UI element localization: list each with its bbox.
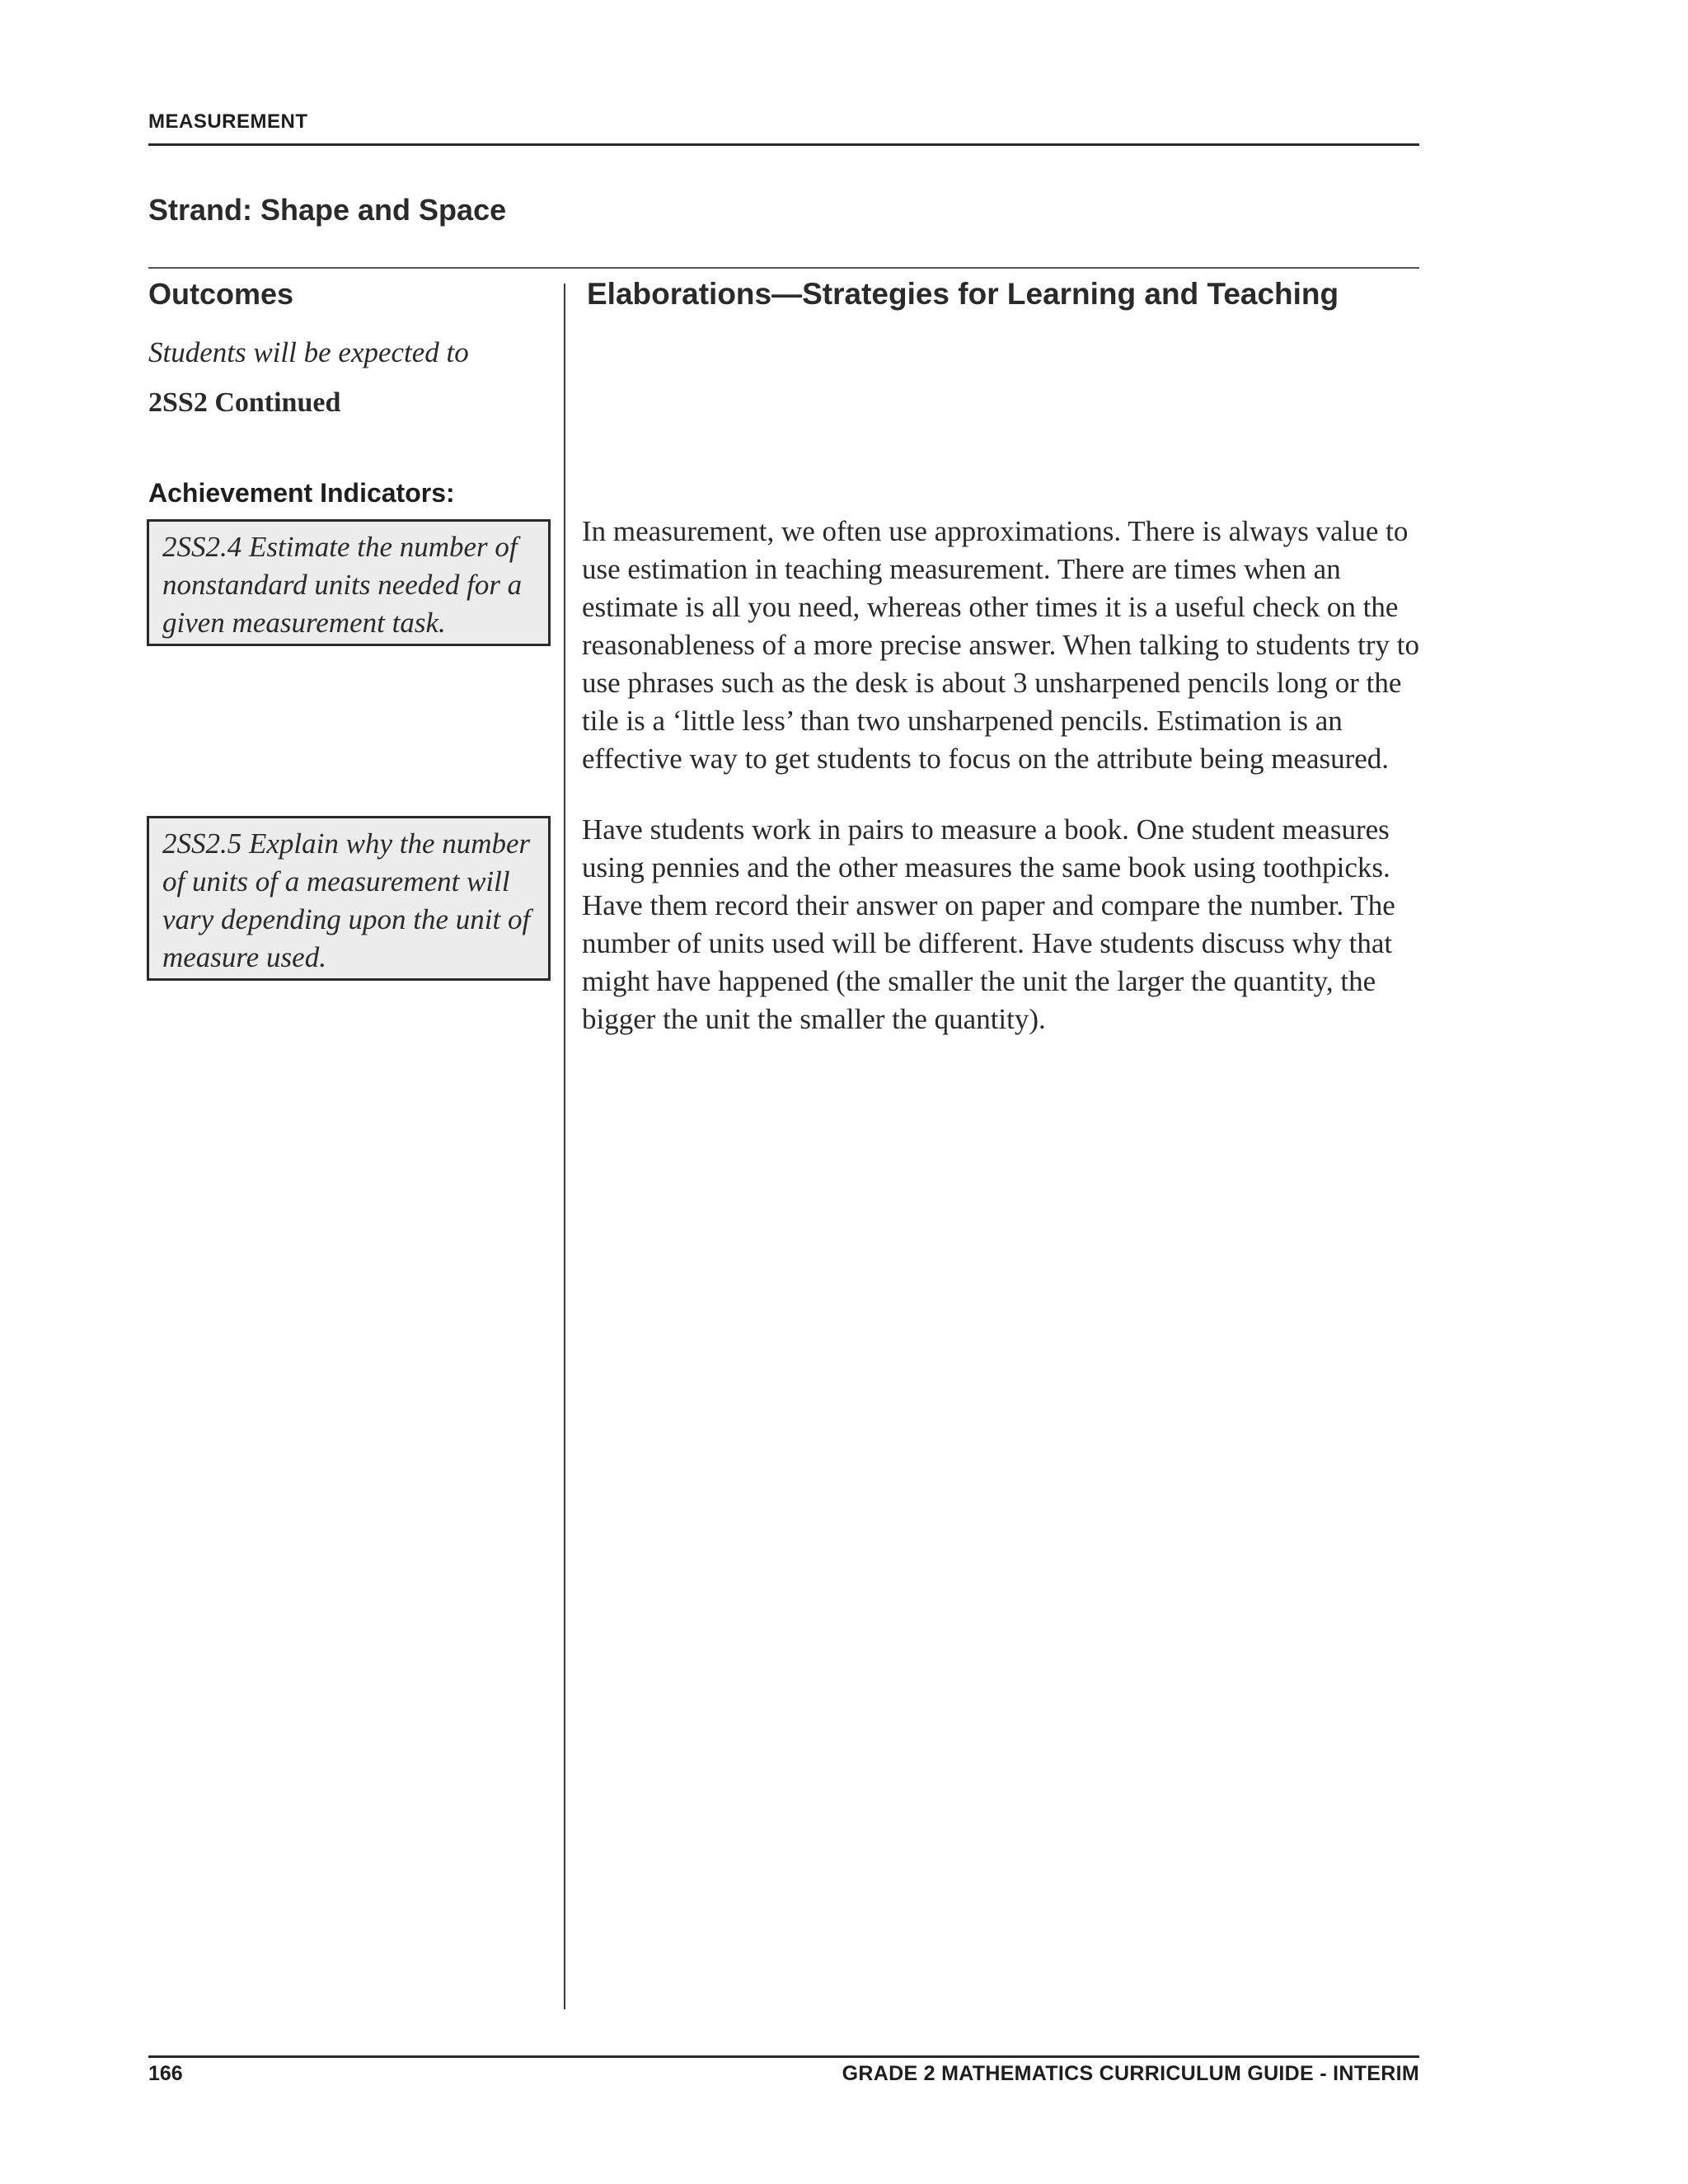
footer-rule [148,2055,1419,2058]
elaborations-heading: Elaborations—Strategies for Learning and Teaching [587,277,1339,311]
elaboration-paragraph-pairs-activity: Have students work in pairs to measure a book. One student measures using pennies and the other measures the same book using toothpicks. Have them record their answer on paper and compare the number. The number of units used will be different. Have students discuss why that might have happened (the smaller the unit the larger the quantity, the bigger the unit the smaller the quantity). [582,813,1395,1035]
elaboration-paragraph-estimation: In measurement, we often use approximations. There is always value to use estimation in teaching measurement. There are times when an estimate is all you need, whereas other times it is a useful check on the reasonableness of a more precise answer. When talking to students try to use phrases such as the desk is about 3 unsharpened pencils long or the tile is a ‘little less’ than two unsharpened pencils. Estimation is an effective way to get students to focus on the attribute being measured. [582,515,1420,775]
achievement-indicators-heading: Achievement Indicators: [148,478,455,508]
section-rule [148,267,1419,269]
outcome-continued-label: 2SS2 Continued [148,387,341,418]
running-head: MEASUREMENT [148,110,308,133]
indicator-box-2ss2-5: 2SS2.5 Explain why the number of units of a measurement will vary depending upon the unit of measure used. [147,816,551,981]
expected-text: Students will be expected to [148,336,469,368]
page-number: 166 [148,2062,183,2085]
strand-title: Strand: Shape and Space [148,193,507,227]
outcomes-heading: Outcomes [148,277,294,311]
header-rule [148,143,1419,146]
indicator-box-2ss2-4: 2SS2.4 Estimate the number of nonstandard units needed for a given measurement task. [147,519,551,646]
footer-title: GRADE 2 MATHEMATICS CURRICULUM GUIDE - INTERIM [842,2062,1419,2085]
column-divider [564,284,565,2009]
